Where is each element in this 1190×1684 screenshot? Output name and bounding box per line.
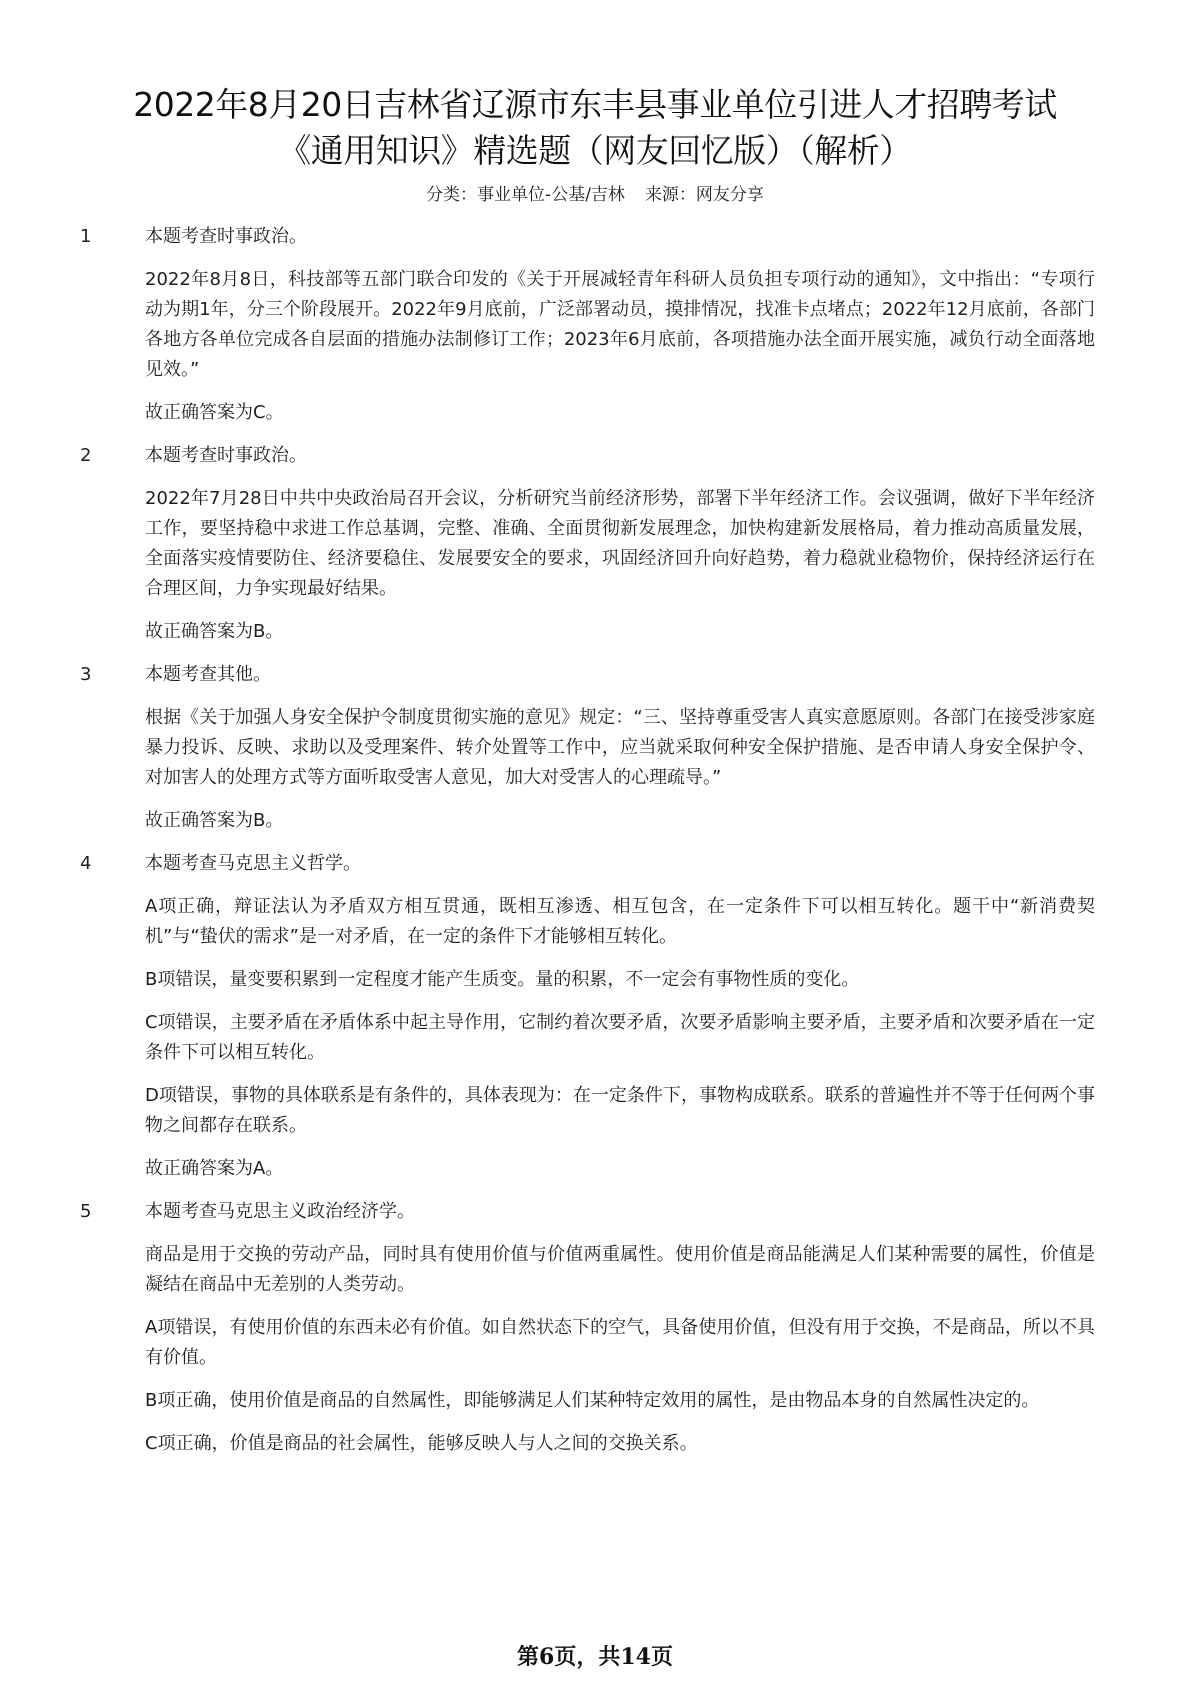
page-number: 第6页，共14页 <box>517 1644 673 1670</box>
question-topic: 本题考查马克思主义哲学。 <box>145 853 361 874</box>
explanation-paragraph: 2022年7月28日中共中央政治局召开会议，分析研究当前经济形势，部署下半年经济工作。会议强调，做好下半年经济工作，要坚持稳中求进工作总基调，完整、准确、全面贯彻新发展理念，加快构建新发展格局，着力推动高质量发展，全面落实疫情要防住、经济要稳住、发展要安全的要求，巩固经济回升向好趋势，着力稳就业稳物价，保持经济运行在合理区间，力争实现最好结果。 <box>145 488 1095 599</box>
explanation-paragraph: C项错误，主要矛盾在矛盾体系中起主导作用，它制约着次要矛盾，次要矛盾影响主要矛盾，主要矛盾和次要矛盾在一定条件下可以相互转化。 <box>145 1012 1095 1063</box>
question-item <box>80 441 1095 647</box>
question-topic: 本题考查马克思主义政治经济学。 <box>145 1201 415 1222</box>
question-number: 2 <box>80 445 92 466</box>
question-item <box>80 660 1095 836</box>
source-label: 来源：网友分享 <box>644 185 764 205</box>
page-title <box>95 82 1095 174</box>
explanation-paragraph: B项错误，量变要积累到一定程度才能产生质变。量的积累，不一定会有事物性质的变化。 <box>145 969 860 990</box>
category-label: 分类：事业单位-公基/吉林 <box>426 185 625 205</box>
question-topic: 本题考查时事政治。 <box>145 445 307 466</box>
title-line-2: 《通用知识》精选题（网友回忆版）（解析） <box>278 131 912 170</box>
question-number: 1 <box>80 226 92 247</box>
explanation-paragraph: 2022年8月8日，科技部等五部门联合印发的《关于开展减轻青年科研人员负担专项行动的通知》，文中指出：“专项行动为期1年，分三个阶段展开。2022年9月底前，广泛部署动员，摸排情况，找准卡点堵点；2022年12月底前，各部门各地方各单位完成各自层面的措施办法制修订工作；2023年6月底前，各项措施办法全面开展实施，减负行动全面落地见效。” <box>145 269 1095 380</box>
question-topic: 本题考查其他。 <box>145 664 271 685</box>
question-number: 3 <box>80 664 92 685</box>
question-number: 5 <box>80 1201 92 1222</box>
question-list <box>80 222 1095 1459</box>
explanation-paragraph: 故正确答案为C。 <box>145 402 284 423</box>
question-item <box>80 849 1095 1184</box>
explanation-paragraph: A项正确，辩证法认为矛盾双方相互贯通，既相互渗透、相互包含，在一定条件下可以相互转化。题干中“新消费契机”与“蛰伏的需求”是一对矛盾，在一定的条件下才能够相互转化。 <box>145 896 1095 947</box>
question-item <box>80 1197 1095 1459</box>
explanation-paragraph: 商品是用于交换的劳动产品，同时具有使用价值与价值两重属性。使用价值是商品能满足人们某种需要的属性，价值是凝结在商品中无差别的人类劳动。 <box>145 1244 1095 1295</box>
explanation-paragraph: 根据《关于加强人身安全保护令制度贯彻实施的意见》规定：“三、坚持尊重受害人真实意愿原则。各部门在接受涉家庭暴力投诉、反映、求助以及受理案件、转介处置等工作中，应当就采取何种安全保护措施、是否申请人身安全保护令、对加害人的处理方式等方面听取受害人意见，加大对受害人的心理疏导。” <box>145 707 1095 788</box>
question-topic: 本题考查时事政治。 <box>145 226 307 247</box>
explanation-paragraph: 故正确答案为B。 <box>145 621 284 642</box>
explanation-paragraph: C项正确，价值是商品的社会属性，能够反映人与人之间的交换关系。 <box>145 1433 698 1454</box>
explanation-paragraph: D项错误，事物的具体联系是有条件的，具体表现为：在一定条件下，事物构成联系。联系的普遍性并不等于任何两个事物之间都存在联系。 <box>145 1085 1095 1136</box>
explanation-paragraph: A项错误，有使用价值的东西未必有价值。如自然状态下的空气，具备使用价值，但没有用于交换，不是商品，所以不具有价值。 <box>145 1317 1095 1368</box>
title-line-1: 2022年8月20日吉林省辽源市东丰县事业单位引进人才招聘考试 <box>133 85 1057 124</box>
document-meta <box>95 182 1095 208</box>
question-number: 4 <box>80 853 92 874</box>
explanation-paragraph: B项正确，使用价值是商品的自然属性，即能够满足人们某种特定效用的属性，是由物品本身的自然属性决定的。 <box>145 1390 1040 1411</box>
explanation-paragraph: 故正确答案为A。 <box>145 1158 284 1179</box>
explanation-paragraph: 故正确答案为B。 <box>145 810 284 831</box>
question-item <box>80 222 1095 428</box>
